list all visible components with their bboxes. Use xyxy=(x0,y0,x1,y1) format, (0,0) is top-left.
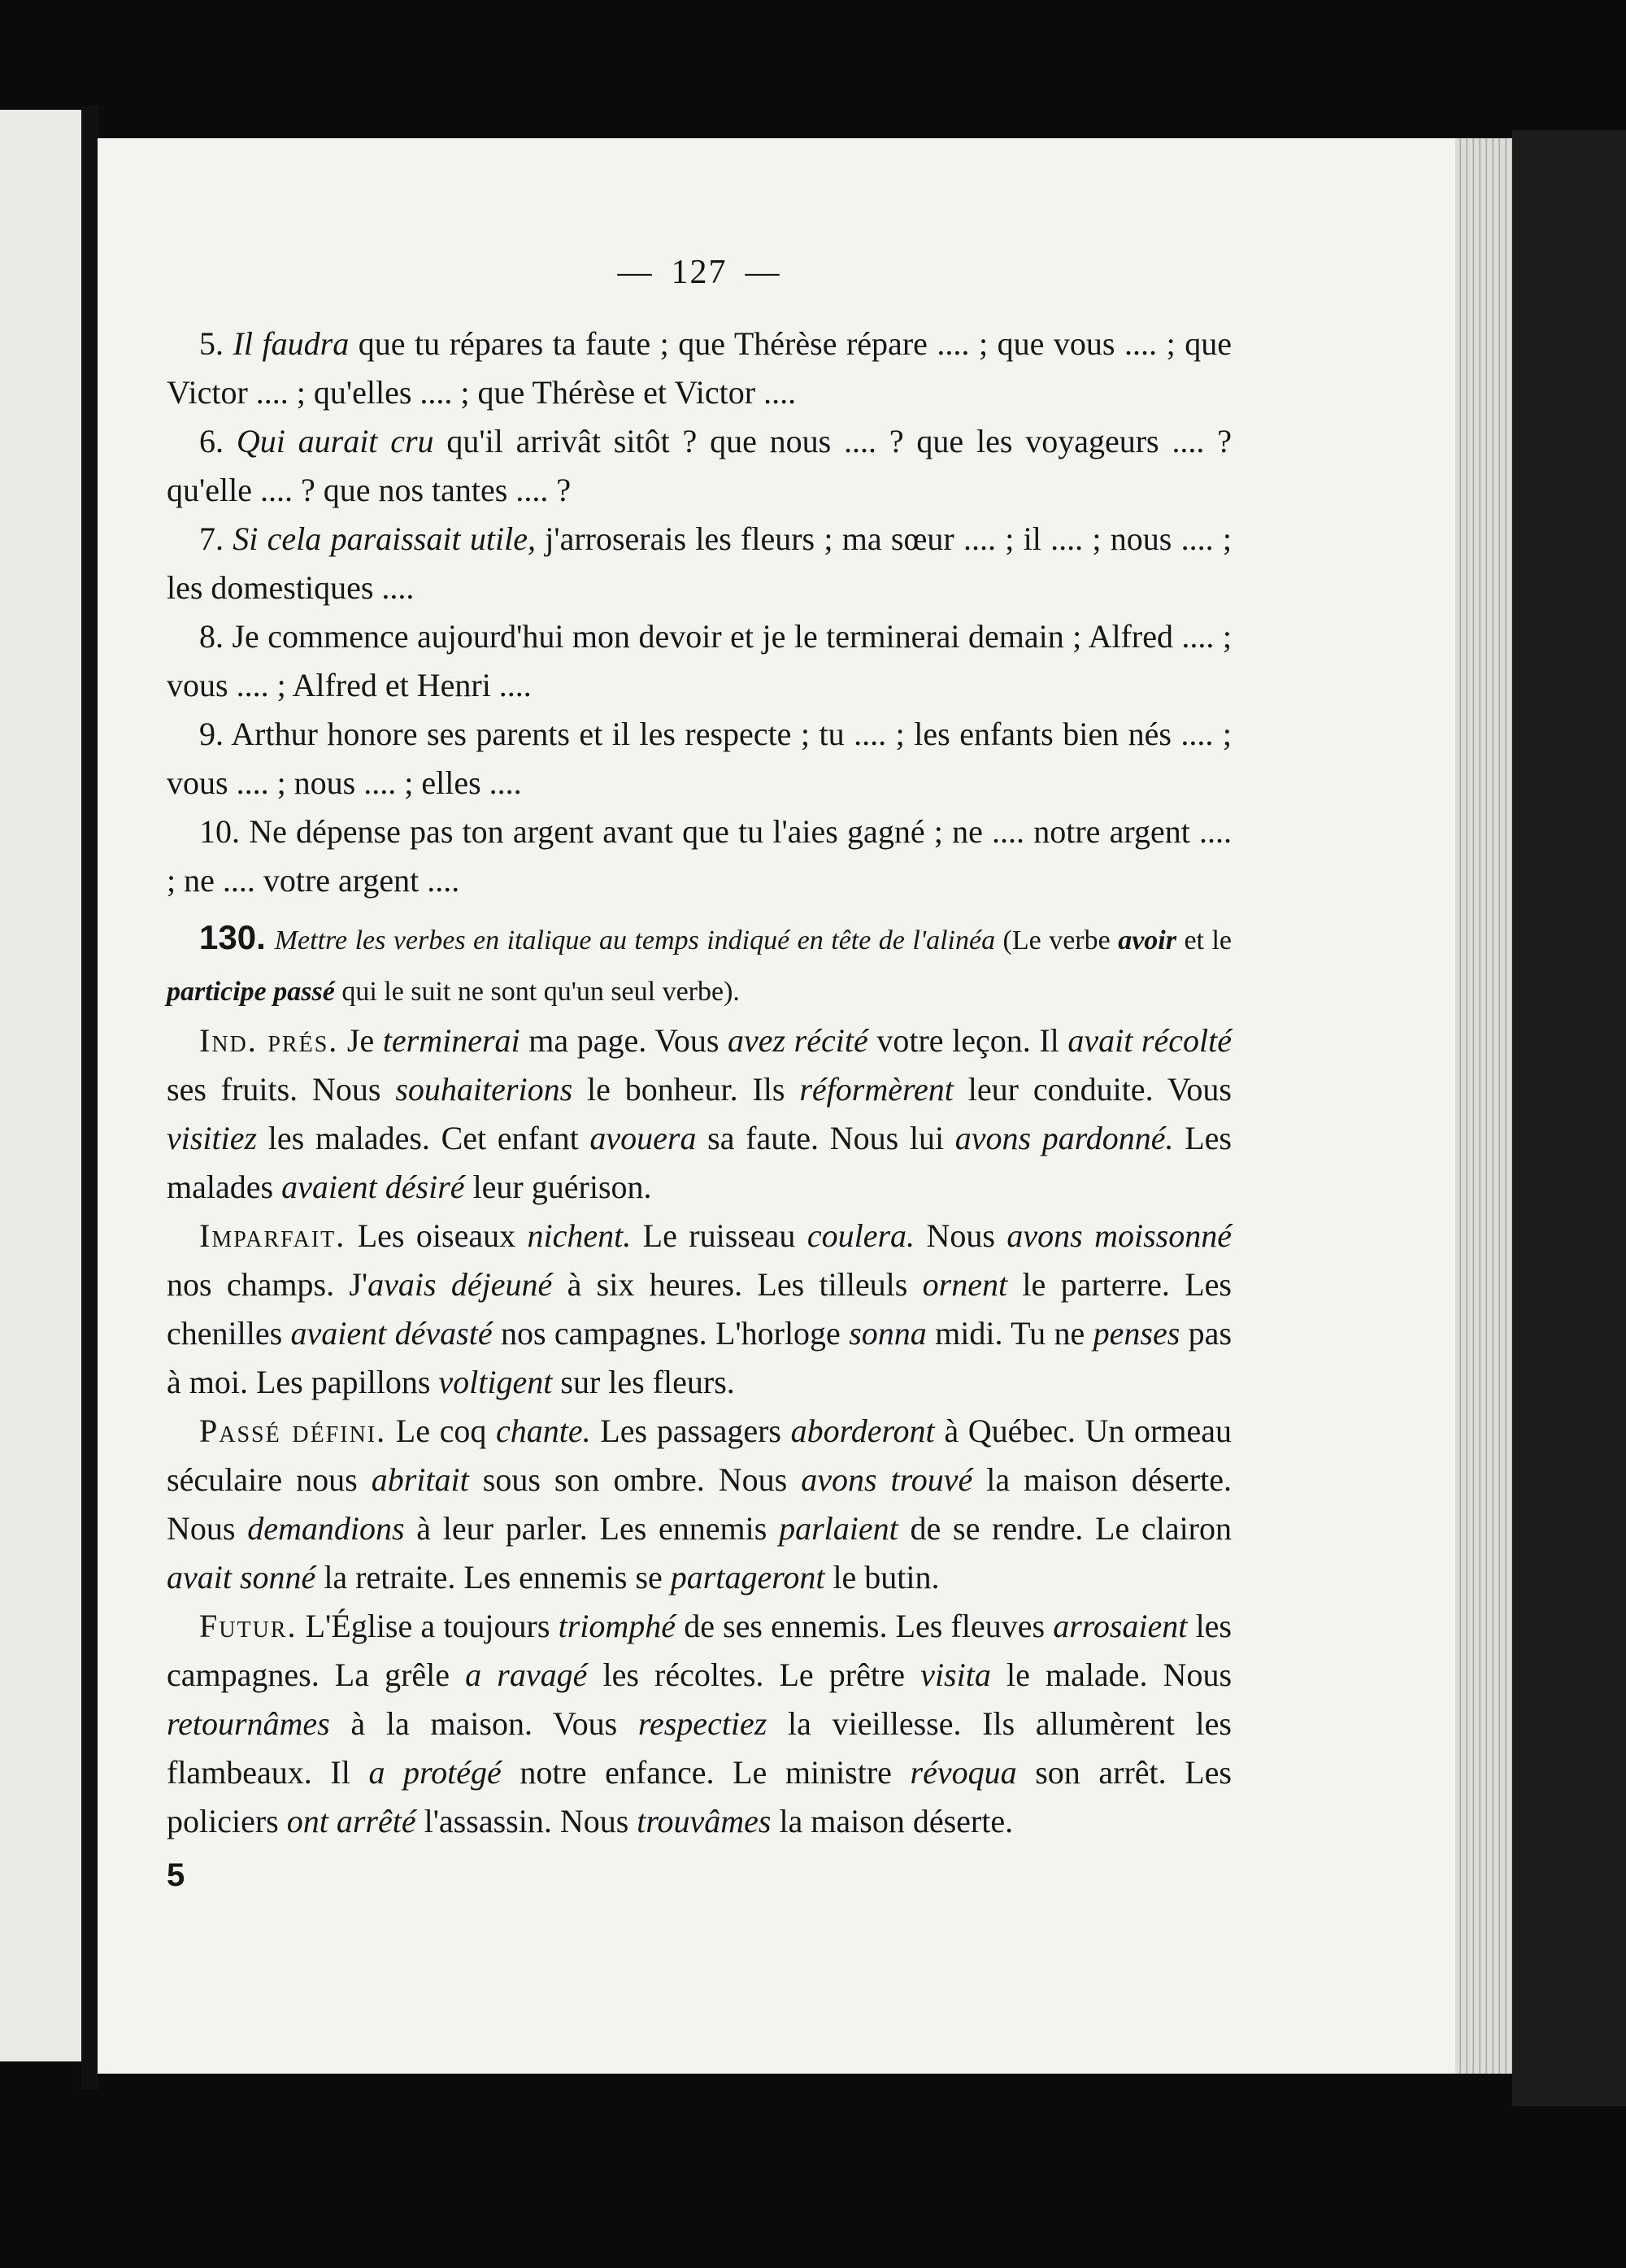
exercise-number: 130. xyxy=(199,918,266,956)
text-run: le bonheur. Ils xyxy=(572,1071,800,1108)
text-run: nos champs. J' xyxy=(167,1266,368,1303)
tense-paragraph xyxy=(167,1212,1232,1407)
exercise-list xyxy=(167,320,1232,905)
text-run: leur guérison. xyxy=(464,1169,652,1205)
italic-verb: avait sonné xyxy=(167,1559,316,1595)
italic-verb: arrosaient xyxy=(1053,1608,1188,1644)
text-run: votre leçon. Il xyxy=(867,1022,1068,1059)
text-run: à la maison. Vous xyxy=(329,1705,638,1742)
page-number: 127 xyxy=(671,254,728,291)
tense-label: Ind. prés. xyxy=(199,1022,339,1059)
italic-verb: visita xyxy=(920,1656,991,1693)
italic-verb: avait récolté xyxy=(1067,1022,1232,1059)
tense-paragraph xyxy=(167,1407,1232,1602)
text-run: les campagnes. La grêle xyxy=(167,1608,1232,1693)
text-run: la maison déserte. Nous xyxy=(167,1461,1232,1547)
text-run: que tu répares ta faute ; que Thérèse répare .... ; que vous .... ; que Victor .... ; qu'elles .... ; que Thérèse et Victor .... xyxy=(167,325,1233,411)
italic-verb: abritait xyxy=(371,1461,469,1498)
text-run: les récoltes. Le prêtre xyxy=(587,1656,921,1693)
italic-verb: Si cela paraissait utile, xyxy=(233,520,536,557)
text-run: le butin. xyxy=(824,1559,940,1595)
exercise-item-number: 6. xyxy=(199,423,224,459)
italic-verb: avons moissonné xyxy=(1006,1217,1232,1254)
text-run: L'Église a toujours xyxy=(297,1608,559,1644)
text-run: Nous xyxy=(915,1217,1007,1254)
italic-verb: terminerai xyxy=(382,1022,520,1059)
italic-verb: avaient dévasté xyxy=(290,1315,493,1352)
tense-sections xyxy=(167,1016,1232,1846)
italic-verb: révoqua xyxy=(910,1754,1017,1791)
text-run: ses fruits. Nous xyxy=(167,1071,396,1108)
tense-paragraph xyxy=(167,1602,1232,1846)
italic-verb: sonna xyxy=(849,1315,927,1352)
exercise-item-number: 7. xyxy=(199,520,224,557)
text-run: Les malades xyxy=(167,1120,1232,1205)
italic-verb: Il faudra xyxy=(233,325,350,362)
italic-verb: avons pardonné. xyxy=(954,1120,1174,1156)
italic-verb: nichent. xyxy=(527,1217,632,1254)
text-run: à leur parler. Les ennemis xyxy=(404,1510,780,1547)
page-text xyxy=(167,248,1232,1900)
text-run: j'arroserais les fleurs ; ma sœur .... ; il .... ; nous .... ; les domestiques .... xyxy=(167,520,1233,606)
italic-verb: ont arrêté xyxy=(286,1803,416,1839)
instruction-text: (Le verbe xyxy=(995,925,1119,956)
exercise-item-number: 8. xyxy=(199,618,224,655)
italic-verb: chante. xyxy=(496,1413,591,1449)
text-run: leur conduite. Vous xyxy=(953,1071,1232,1108)
exercise-item xyxy=(167,808,1232,905)
exercise-item xyxy=(167,515,1232,612)
text-run: qu'il arrivât sitôt ? que nous .... ? que les voyageurs .... ? qu'elle .... ? que nos tantes .... ? xyxy=(167,423,1232,508)
text-run: Le ruisseau xyxy=(631,1217,807,1254)
instruction-text: et le xyxy=(1176,925,1233,956)
italic-verb: trouvâmes xyxy=(637,1803,772,1839)
italic-verb: penses xyxy=(1093,1315,1180,1352)
exercise-130-instruction xyxy=(167,913,1232,1016)
header-dash-left: — xyxy=(617,254,654,291)
text-run: la vieillesse. Ils allumèrent les flambeaux. Il xyxy=(167,1705,1232,1791)
italic-verb: partageront xyxy=(670,1559,825,1595)
text-run: sa faute. Nous lui xyxy=(696,1120,955,1156)
italic-verb: avaient désiré xyxy=(281,1169,465,1205)
text-run: le malade. Nous xyxy=(990,1656,1233,1693)
text-run: à Québec. Un ormeau séculaire nous xyxy=(167,1413,1232,1498)
text-run: les malades. Cet enfant xyxy=(257,1120,590,1156)
italic-verb: souhaiterions xyxy=(395,1071,573,1108)
italic-verb: avais déjeuné xyxy=(367,1266,553,1303)
instruction-text: Mettre les verbes en italique au temps indiqué en tête de l'alinéa xyxy=(274,925,996,956)
book-cover-edge xyxy=(1512,130,1626,2106)
text-run: Arthur honore ses parents et il les respecte ; tu .... ; les enfants bien nés .... ; vous .... ; nous .... ; elles .... xyxy=(167,716,1233,801)
tense-paragraph xyxy=(167,1016,1232,1212)
italic-verb: a ravagé xyxy=(465,1656,588,1693)
text-run: nos campagnes. L'horloge xyxy=(492,1315,850,1352)
exercise-item xyxy=(167,320,1232,417)
header-dash-right: — xyxy=(745,254,781,291)
italic-verb: visitiez xyxy=(167,1120,258,1156)
exercise-item-number: 9. xyxy=(199,716,224,752)
text-run: de se rendre. Le clairon xyxy=(898,1510,1233,1547)
italic-verb: avez récité xyxy=(728,1022,868,1059)
facing-page-edge xyxy=(0,110,91,2061)
text-run: Le coq xyxy=(386,1413,497,1449)
tense-label: Imparfait. xyxy=(199,1217,346,1254)
text-run: midi. Tu ne xyxy=(926,1315,1093,1352)
italic-verb: Qui aurait cru xyxy=(236,423,434,459)
text-run: Les passagers xyxy=(590,1413,791,1449)
italic-verb: parlaient xyxy=(779,1510,898,1547)
italic-verb: retournâmes xyxy=(167,1705,330,1742)
text-run: pas à moi. Les papillons xyxy=(167,1315,1233,1400)
exercise-item-number: 10. xyxy=(199,813,240,850)
page-stack-edges xyxy=(1455,138,1520,2074)
text-run: Je xyxy=(338,1022,383,1059)
italic-verb: avons trouvé xyxy=(801,1461,973,1498)
text-run: la maison déserte. xyxy=(771,1803,1014,1839)
italic-verb: avouera xyxy=(589,1120,697,1156)
instruction-text: participe passé xyxy=(167,977,335,1007)
instruction-text: qui le suit ne sont qu'un seul verbe). xyxy=(334,977,740,1007)
text-run: son arrêt. Les policiers xyxy=(167,1754,1232,1839)
text-run: de ses ennemis. Les fleuves xyxy=(676,1608,1054,1644)
italic-verb: demandions xyxy=(247,1510,405,1547)
instruction-text: avoir xyxy=(1118,925,1176,956)
italic-verb: réformèrent xyxy=(799,1071,954,1108)
exercise-item xyxy=(167,417,1232,515)
text-run: Je commence aujourd'hui mon devoir et je le terminerai demain ; Alfred .... ; vous .... ; Alfred et Henri .... xyxy=(167,618,1232,703)
text-run: sur les fleurs. xyxy=(552,1364,735,1400)
text-run: l'assassin. Nous xyxy=(415,1803,637,1839)
exercise-item xyxy=(167,612,1232,710)
book-gutter xyxy=(81,106,99,2090)
italic-verb: a protégé xyxy=(368,1754,502,1791)
italic-verb: ornent xyxy=(922,1266,1008,1303)
italic-verb: coulera. xyxy=(806,1217,915,1254)
printer-signature: 5 xyxy=(167,1857,185,1893)
tense-label: Passé défini. xyxy=(199,1413,387,1449)
text-run: ma page. Vous xyxy=(520,1022,728,1059)
text-run: sous son ombre. Nous xyxy=(468,1461,802,1498)
exercise-item xyxy=(167,710,1232,808)
text-run: Les oiseaux xyxy=(346,1217,528,1254)
text-run: Ne dépense pas ton argent avant que tu l'aies gagné ; ne .... notre argent .... ; ne .... votre argent .... xyxy=(167,813,1233,899)
text-run: le parterre. Les chenilles xyxy=(167,1266,1232,1352)
text-run: à six heures. Les tilleuls xyxy=(552,1266,923,1303)
tense-label: Futur. xyxy=(199,1608,298,1644)
italic-verb: triomphé xyxy=(558,1608,676,1644)
page-header xyxy=(167,248,1232,297)
italic-verb: aborderont xyxy=(790,1413,935,1449)
italic-verb: voltigent xyxy=(438,1364,553,1400)
italic-verb: respectiez xyxy=(637,1705,767,1742)
exercise-item-number: 5. xyxy=(199,325,224,362)
text-run: la retraite. Les ennemis se xyxy=(315,1559,671,1595)
text-run: notre enfance. Le ministre xyxy=(501,1754,911,1791)
